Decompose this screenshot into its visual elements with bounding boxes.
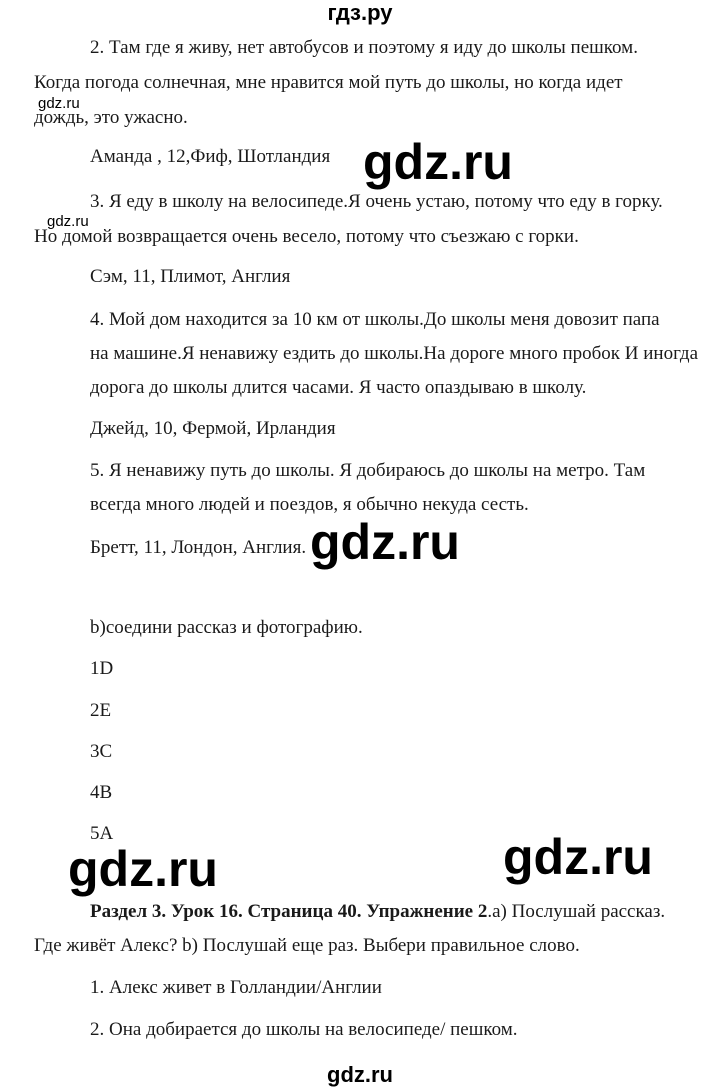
watermark-small: gdz.ru: [47, 213, 89, 230]
answer-item: 2E: [90, 700, 112, 721]
answer-item: 4B: [90, 782, 113, 803]
story-4-line-2: на машине.Я ненавижу ездить до школы.На дороге много пробок И иногда: [90, 343, 699, 364]
watermark-large: gdz.ru: [363, 134, 513, 190]
story-3-line-1: 3. Я еду в школу на велосипеде.Я очень устаю, потому что еду в горку.: [90, 191, 663, 212]
story-2-author: Аманда , 12,Фиф, Шотландия: [90, 146, 331, 167]
section-heading-bold: Раздел 3. Урок 16. Страница 40. Упражнение 2: [90, 901, 488, 922]
story-4-author: Джейд, 10, Фермой, Ирландия: [90, 418, 336, 439]
story-4-line-1: 4. Мой дом находится за 10 км от школы.До школы меня довозит папа: [90, 309, 660, 330]
watermark-footer: gdz.ru: [327, 1062, 393, 1087]
story-5-line-2: всегда много людей и поездов, я обычно некуда сесть.: [90, 494, 529, 515]
story-5-author: Бретт, 11, Лондон, Англия.: [90, 537, 307, 558]
section-item: 2. Она добирается до школы на велосипеде/ пешком.: [90, 1019, 518, 1040]
story-2-line-1: 2. Там где я живу, нет автобусов и поэтому я иду до школы пешком.: [90, 37, 638, 58]
story-3-line-2: Но домой возвращается очень весело, потому что съезжаю с горки.: [34, 226, 579, 247]
watermark-large: gdz.ru: [310, 514, 460, 570]
site-header: гдз.ру: [327, 0, 393, 25]
story-4-line-3: дорога до школы длится часами. Я часто опаздываю в школу.: [90, 377, 587, 398]
story-2-line-3: дождь, это ужасно.: [34, 107, 188, 128]
answer-item: 3C: [90, 741, 113, 762]
task-b-instruction: b)соедини рассказ и фотографию.: [90, 617, 363, 638]
section-question: Где живёт Алекс? b) Послушай еще раз. Выбери правильное слово.: [34, 935, 580, 956]
section-heading-rest: .а) Послушай рассказ.: [487, 901, 666, 922]
section-heading: [90, 901, 665, 923]
story-5-line-1: 5. Я ненавижу путь до школы. Я добираюсь до школы на метро. Там: [90, 460, 646, 481]
answer-item: 1D: [90, 658, 114, 679]
answer-item: 5A: [90, 823, 114, 844]
section-item: 1. Алекс живет в Голландии/Англии: [90, 977, 382, 998]
watermark-large: gdz.ru: [503, 829, 653, 885]
story-3-author: Сэм, 11, Плимот, Англия: [90, 266, 291, 287]
story-2-line-2: Когда погода солнечная, мне нравится мой путь до школы, но когда идет: [34, 72, 623, 93]
watermark-large: gdz.ru: [68, 841, 218, 897]
watermark-small: gdz.ru: [38, 95, 80, 112]
